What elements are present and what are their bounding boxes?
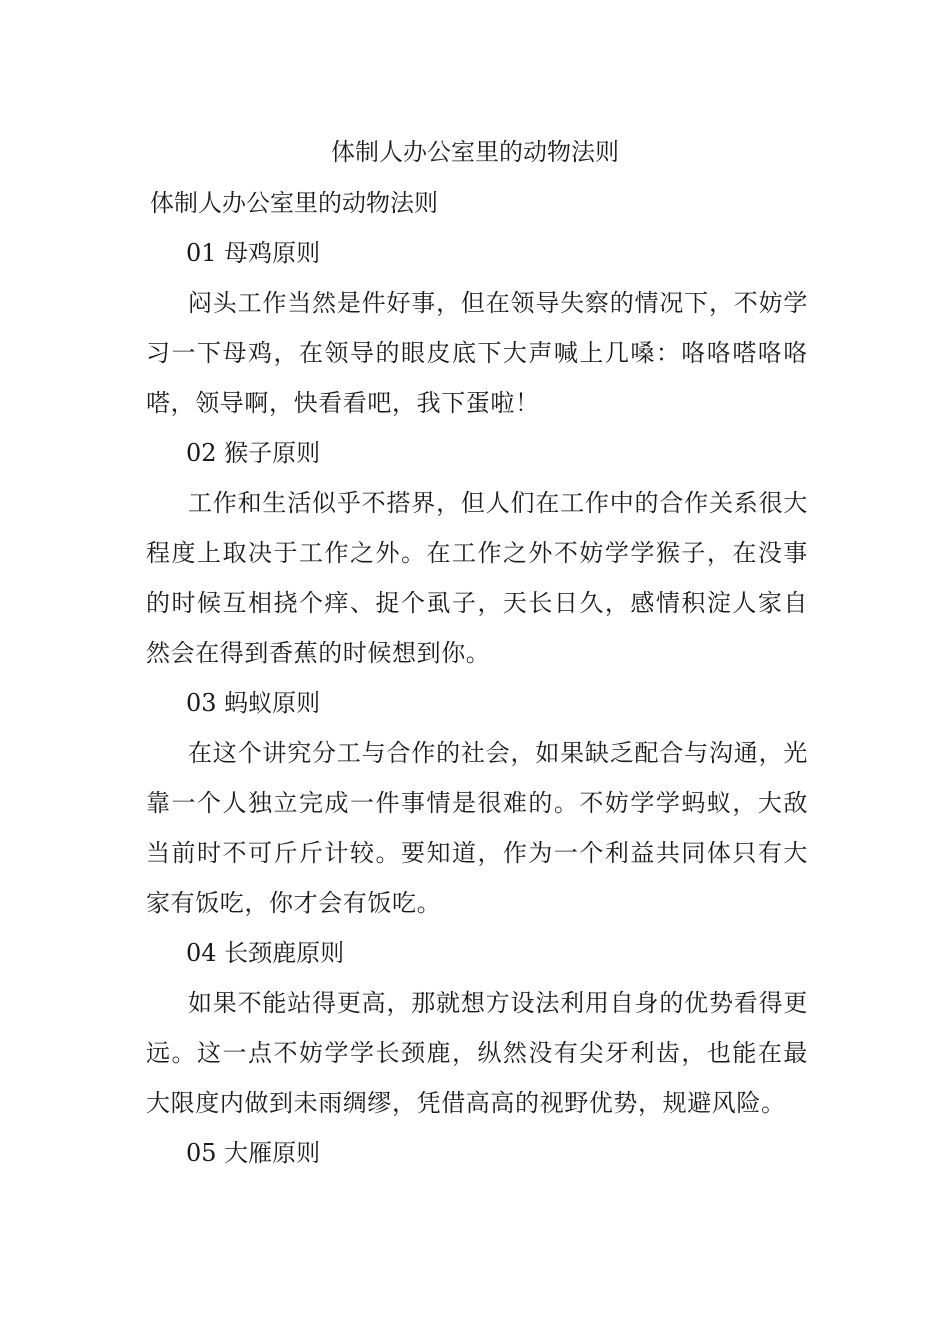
section-heading-wild-goose: 05 大雁原则	[186, 1139, 321, 1167]
document-body	[146, 178, 808, 1178]
document-subtitle: 体制人办公室里的动物法则	[150, 189, 438, 217]
section-heading-monkey: 02 猴子原则	[186, 439, 321, 467]
section-heading-giraffe: 04 长颈鹿原则	[186, 939, 345, 967]
section-heading-ant: 03 蚂蚁原则	[186, 689, 321, 717]
document-title: 体制人办公室里的动物法则	[331, 138, 619, 166]
section-heading-hen: 01 母鸡原则	[186, 239, 321, 267]
section-paragraph-hen: 闷头工作当然是件好事，但在领导失察的情况下，不妨学习一下母鸡，在领导的眼皮底下大声喊上几嗓：咯咯嗒咯咯嗒，领导啊，快看看吧，我下蛋啦！	[146, 289, 808, 417]
section-paragraph-monkey: 工作和生活似乎不搭界，但人们在工作中的合作关系很大程度上取决于工作之外。在工作之外不妨学学猴子，在没事的时候互相挠个痒、捉个虱子，天长日久，感情积淀人家自然会在得到香蕉的时候想到你。	[146, 489, 808, 667]
section-paragraph-giraffe: 如果不能站得更高，那就想方设法利用自身的优势看得更远。这一点不妨学学长颈鹿，纵然没有尖牙利齿，也能在最大限度内做到未雨绸缪，凭借高高的视野优势，规避风险。	[146, 989, 808, 1117]
section-paragraph-ant: 在这个讲究分工与合作的社会，如果缺乏配合与沟通，光靠一个人独立完成一件事情是很难的。不妨学学蚂蚁，大敌当前时不可斤斤计较。要知道，作为一个利益共同体只有大家有饭吃，你才会有饭吃。	[146, 739, 808, 917]
